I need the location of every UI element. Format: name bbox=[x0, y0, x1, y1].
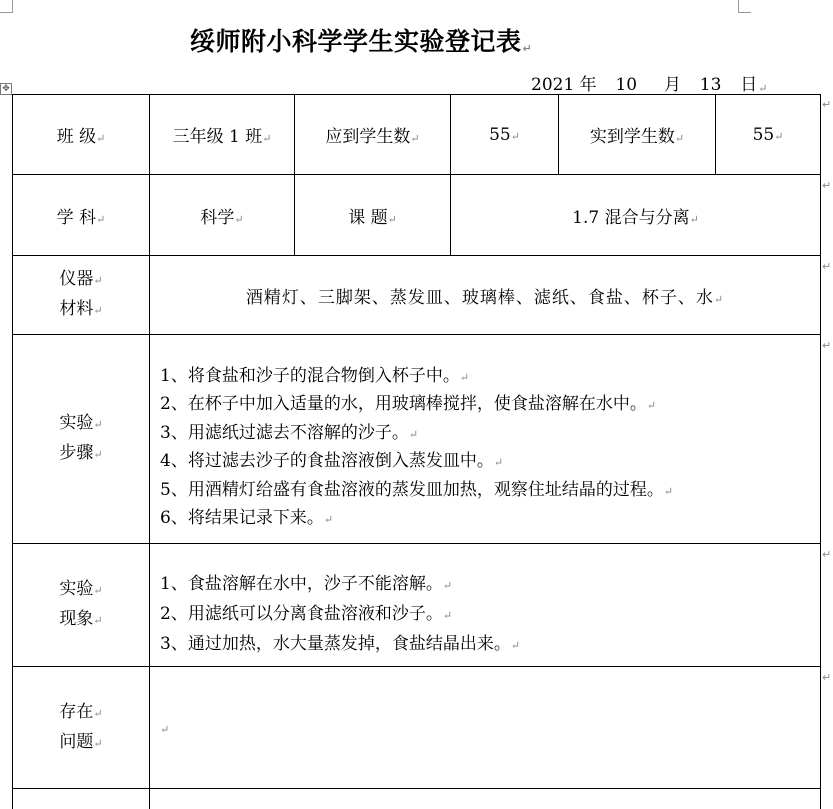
list-item: 3、用滤纸过滤去不溶解的沙子。↵ bbox=[160, 422, 419, 443]
list-item: 2、在杯子中加入适量的水，用玻璃棒搅拌，使食盐溶解在水中。↵ bbox=[160, 394, 657, 414]
problems-label-cell[interactable]: 存在↵ 问题↵ bbox=[13, 667, 150, 789]
actual-students-value: 55 bbox=[752, 124, 775, 145]
date-year-unit: 年 bbox=[579, 75, 597, 95]
expected-students-label-cell[interactable]: 应到学生数↵ bbox=[295, 95, 451, 175]
materials-label-line-1: 仪器 bbox=[59, 269, 94, 289]
actual-students-label-cell[interactable]: 实到学生数↵ bbox=[559, 95, 716, 175]
row-end-mark-icon: ↵ bbox=[822, 548, 832, 561]
row-end-mark-icon: ↵ bbox=[822, 98, 832, 111]
table-row bbox=[13, 544, 821, 667]
page-corner-marker-right bbox=[738, 0, 751, 13]
list-item: 4、将过滤去沙子的食盐溶液倒入蒸发皿中。↵ bbox=[160, 451, 504, 471]
subject-label: 学 科 bbox=[56, 207, 97, 228]
page-corner-marker-left bbox=[0, 0, 13, 13]
date-day: 13 bbox=[699, 75, 722, 95]
text-cursor-mark-icon: ↵ bbox=[160, 722, 170, 736]
paragraph-mark-icon: ↵ bbox=[758, 82, 768, 95]
phenomena-label-line-1: 实验 bbox=[59, 579, 94, 599]
date-day-unit: 日 bbox=[740, 75, 758, 95]
date-month: 10 bbox=[615, 75, 638, 95]
table-row bbox=[13, 95, 821, 175]
row-end-mark-icon: ↵ bbox=[822, 260, 832, 273]
actual-students-label: 实到学生数 bbox=[589, 127, 675, 147]
steps-label-line-1: 实验 bbox=[59, 413, 94, 433]
lesson-value-cell[interactable]: 1.7 混合与分离↵ bbox=[451, 175, 821, 256]
subject-label-cell[interactable]: 学 科↵ bbox=[13, 175, 150, 256]
lesson-value: 1.7 混合与分离 bbox=[572, 207, 690, 228]
title-text: 绥师附小科学学生实验登记表 bbox=[190, 27, 522, 56]
empty-cell[interactable] bbox=[150, 789, 821, 809]
subject-value: 科学 bbox=[200, 207, 235, 228]
empty-cell[interactable] bbox=[13, 789, 150, 809]
date-year: 2021 bbox=[531, 75, 575, 95]
problems-value-cell[interactable] bbox=[150, 667, 821, 789]
lesson-label: 课 题 bbox=[348, 207, 388, 228]
class-label: 班 级 bbox=[56, 127, 97, 147]
problems-label-line-2: 问题 bbox=[59, 731, 94, 752]
problems-label-line-1: 存在 bbox=[59, 701, 94, 722]
list-item: 5、用酒精灯给盛有食盐溶液的蒸发皿加热，观察住址结晶的过程。↵ bbox=[160, 479, 674, 500]
list-item: 1、将食盐和沙子的混合物倒入杯子中。↵ bbox=[160, 365, 470, 386]
class-value-cell[interactable]: 三年级 1 班↵ bbox=[150, 95, 295, 175]
class-label-cell[interactable]: 班 级↵ bbox=[13, 95, 150, 175]
paragraph-mark-icon: ↵ bbox=[522, 42, 533, 55]
list-item: 6、将结果记录下来。↵ bbox=[160, 508, 334, 528]
document-title bbox=[190, 22, 532, 58]
actual-students-value-cell[interactable]: 55↵ bbox=[716, 95, 821, 175]
row-end-mark-icon: ↵ bbox=[822, 671, 832, 684]
list-item: 2、用滤纸可以分离食盐溶液和沙子。↵ bbox=[160, 604, 453, 624]
steps-label-line-2: 步骤 bbox=[59, 443, 94, 463]
expected-students-label: 应到学生数 bbox=[325, 127, 411, 147]
table-row bbox=[13, 256, 821, 335]
materials-value: 酒精灯、三脚架、蒸发皿、玻璃棒、滤纸、食盐、杯子、水 bbox=[245, 287, 714, 308]
expected-students-value-cell[interactable]: 55↵ bbox=[451, 95, 559, 175]
materials-value-cell[interactable]: 酒精灯、三脚架、蒸发皿、玻璃棒、滤纸、食盐、杯子、水↵ bbox=[150, 256, 821, 335]
subject-value-cell[interactable]: 科学↵ bbox=[150, 175, 295, 256]
steps-label-cell[interactable]: 实验↵ 步骤↵ bbox=[13, 335, 150, 544]
table-move-handle-icon[interactable]: ✥ bbox=[0, 83, 12, 95]
class-value: 三年级 1 班 bbox=[172, 127, 263, 147]
date-line bbox=[531, 70, 767, 95]
row-end-mark-icon: ↵ bbox=[822, 179, 832, 192]
table-row bbox=[13, 667, 821, 789]
expected-students-value: 55 bbox=[489, 124, 511, 145]
date-month-unit: 月 bbox=[663, 75, 681, 95]
table-row bbox=[13, 335, 821, 544]
lesson-label-cell[interactable]: 课 题↵ bbox=[295, 175, 451, 256]
materials-label-cell[interactable]: 仪器↵ 材料↵ bbox=[13, 256, 150, 335]
table-row bbox=[13, 175, 821, 256]
row-end-mark-icon: ↵ bbox=[822, 339, 832, 352]
phenomena-label-cell[interactable]: 实验↵ 现象↵ bbox=[13, 544, 150, 667]
phenomena-value-cell[interactable] bbox=[150, 544, 821, 667]
table-row bbox=[13, 789, 821, 809]
experiment-registration-table bbox=[12, 94, 821, 809]
steps-value-cell[interactable] bbox=[150, 335, 821, 544]
phenomena-label-line-2: 现象 bbox=[59, 609, 94, 629]
list-item: 1、食盐溶解在水中，沙子不能溶解。↵ bbox=[160, 574, 453, 594]
list-item: 3、通过加热，水大量蒸发掉，食盐结晶出来。↵ bbox=[160, 634, 521, 654]
materials-label-line-2: 材料 bbox=[59, 299, 94, 319]
